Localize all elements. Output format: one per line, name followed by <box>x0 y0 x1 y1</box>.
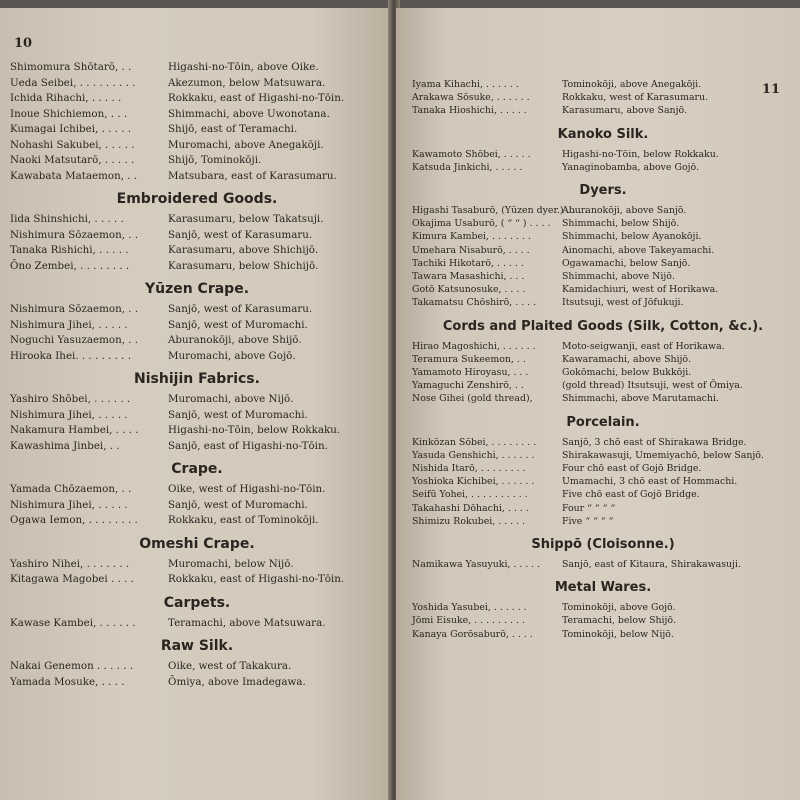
merchant-address: Five “ “ “ “ <box>562 515 614 527</box>
merchant-name: Ueda Seibei, . . . . . . . . . <box>10 76 136 89</box>
section-heading: Embroidered Goods. <box>116 191 278 207</box>
directory-entry <box>10 138 384 154</box>
merchant-name: Katsuda Jinkichi, . . . . . <box>412 161 523 173</box>
directory-section <box>412 537 794 571</box>
merchant-address: Akezumon, below Matsuwara. <box>168 76 326 89</box>
section-heading: Shippō (Cloisonne.) <box>531 537 675 553</box>
merchant-address: Oike, west of Higashi-no-Tōin. <box>168 483 326 495</box>
merchant-name: Nishimura Jihei, . . . . . <box>10 318 128 331</box>
directory-entry <box>412 462 794 475</box>
merchant-address: Shijō, east of Teramachi. <box>168 123 298 135</box>
directory-entry <box>412 257 794 270</box>
directory-entry <box>10 122 384 138</box>
directory-entry <box>10 60 384 76</box>
merchant-name: Jōmi Eisuke, . . . . . . . . . <box>412 615 525 627</box>
merchant-name: Gotō Katsunosuke, . . . . <box>412 284 526 296</box>
merchant-address: Karasumaru, above Sanjō. <box>562 105 688 117</box>
merchant-address: Oike, west of Takakura. <box>168 660 292 672</box>
merchant-address: Yanaginobamba, above Gojō. <box>562 161 700 173</box>
directory-entry <box>10 333 384 349</box>
directory-entry <box>412 436 794 449</box>
merchant-address: Shimmachi, above Uwonotana. <box>168 107 330 120</box>
directory-entry <box>412 515 794 528</box>
merchant-address: Aburanokōji, above Sanjō. <box>562 205 687 217</box>
left-page <box>0 8 392 800</box>
merchant-name: Yasuda Genshichi, . . . . . . <box>412 449 535 461</box>
merchant-address: Shimmachi, above Marutamachi. <box>562 393 719 405</box>
merchant-address: Aburanokōji, above Shijō. <box>168 334 302 346</box>
directory-entry <box>10 349 384 365</box>
merchant-name: Yamaguchi Zenshirō, . . <box>412 380 524 392</box>
merchant-name: Inoue Shichiemon, . . . <box>10 107 128 120</box>
directory-entry <box>412 558 794 571</box>
directory-entry <box>10 169 384 185</box>
merchant-name: Ogawa Iemon, . . . . . . . . <box>10 514 138 526</box>
merchant-address: Muromachi, below Nijō. <box>168 557 294 570</box>
merchant-address: Tominokōji, above Gojō. <box>562 602 676 614</box>
section-heading: Carpets. <box>163 594 231 611</box>
section-heading: Crape. <box>171 461 223 477</box>
merchant-name: Nishimura Sōzaemon, . . <box>10 228 139 241</box>
merchant-address: Higashi-no-Tōin, above Oike. <box>168 61 319 73</box>
merchant-address: Shimmachi, below Ayanokōji. <box>562 231 702 243</box>
merchant-name: Noguchi Yasuzaemon, . . <box>10 334 139 346</box>
merchant-name: Teramura Sukeemon, . . <box>412 353 526 365</box>
section-heading: Nishijin Fabrics. <box>134 371 260 387</box>
directory-entry <box>412 628 794 641</box>
merchant-address: Sanjō, east of Kitaura, Shirakawasuji. <box>562 559 741 571</box>
directory-entry <box>412 502 794 515</box>
merchant-name: Tachiki Hikotarō, . . . . . <box>412 257 524 269</box>
directory-entry <box>412 392 794 405</box>
merchant-name: Seifū Yohei, . . . . . . . . . . <box>412 489 528 501</box>
merchant-name: Higashi Tasaburō, (Yūzen dyer.) . . . . <box>412 205 588 217</box>
merchant-address: Rokkaku, east of Tominokōji. <box>168 514 319 526</box>
merchant-address: Sanjō, west of Karasumaru. <box>168 303 313 315</box>
merchant-name: Tanaka Hioshichi, . . . . . <box>412 105 527 117</box>
section-heading: Metal Wares. <box>554 580 652 596</box>
directory-section <box>10 60 384 184</box>
merchant-address: Rokkaku, west of Karasumaru. <box>562 92 709 104</box>
section-heading: Porcelain. <box>566 414 640 430</box>
directory-entry <box>10 76 384 92</box>
directory-entry <box>412 475 794 488</box>
merchant-address: Moto-seigwanji, east of Horikawa. <box>562 340 725 352</box>
merchant-address: Higashi-no-Tōin, below Rokkaku. <box>168 424 341 436</box>
directory-entry <box>412 204 794 217</box>
directory-section <box>10 638 384 690</box>
merchant-address: Four chō east of Gojō Bridge. <box>562 463 702 475</box>
directory-entry <box>10 572 384 588</box>
directory-entry <box>10 482 384 498</box>
merchant-address: Kawaramachi, above Shijō. <box>562 353 692 365</box>
directory-entry <box>412 91 794 104</box>
merchant-name: Yamamoto Hiroyasu, . . . <box>412 367 529 379</box>
merchant-name: Nose Gihei (gold thread), <box>412 393 533 405</box>
directory-entry <box>10 392 384 408</box>
directory-entry <box>412 161 794 174</box>
directory-entry <box>412 353 794 366</box>
merchant-address: Umamachi, 3 chō east of Hommachi. <box>562 476 738 488</box>
merchant-name: Okajima Usaburō, ( “ “ ) . . . . <box>412 218 551 230</box>
directory-entry <box>10 616 384 632</box>
directory-entry <box>412 217 794 230</box>
merchant-name: Yamada Mosuke, . . . . <box>10 675 125 688</box>
merchant-address: Tominokōji, above Anegakōji. <box>562 79 702 90</box>
directory-section <box>10 536 384 588</box>
merchant-address: Matsubara, east of Karasumaru. <box>168 169 337 182</box>
merchant-address: Five chō east of Gojō Bridge. <box>562 489 700 501</box>
directory-entry <box>10 228 384 244</box>
merchant-address: Karasumaru, above Shichijō. <box>168 244 319 256</box>
directory-entry <box>10 498 384 514</box>
merchant-name: Iida Shinshichi, . . . . . <box>10 213 124 225</box>
right-page-content <box>412 78 794 641</box>
merchant-name: Nishimura Jihei, . . . . . <box>10 408 128 421</box>
merchant-name: Nakamura Hambei, . . . . <box>10 424 139 436</box>
directory-section <box>412 415 794 528</box>
directory-entry <box>10 675 384 691</box>
section-heading: Raw Silk. <box>160 638 234 654</box>
merchant-name: Kumagai Ichibei, . . . . . <box>10 123 132 135</box>
merchant-address: Rokkaku, east of Higashi-no-Tōin. <box>168 573 345 585</box>
directory-entry <box>412 104 794 117</box>
merchant-name: Iyama Kihachi, . . . . . . <box>412 79 519 90</box>
section-heading: Kanoko Silk. <box>557 126 649 142</box>
page-number: 11 <box>761 82 780 97</box>
merchant-address: Tominokōji, below Nijō. <box>562 628 674 640</box>
merchant-address: Sanjō, 3 chō east of Shirakawa Bridge. <box>562 436 747 448</box>
merchant-name: Kimura Kambei, . . . . . . . <box>412 231 531 243</box>
merchant-address: Kamidachiuri, west of Horikawa. <box>562 284 719 296</box>
directory-entry <box>10 91 384 107</box>
merchant-name: Nohashi Sakubei, . . . . . <box>10 138 135 151</box>
merchant-name: Tanaka Rishichi, . . . . . <box>10 244 129 256</box>
merchant-name: Naoki Matsutarō, . . . . . <box>10 154 135 166</box>
merchant-address: Gokōmachi, below Bukkōji. <box>562 367 692 379</box>
merchant-name: Takamatsu Chōshirō, . . . . <box>412 297 537 309</box>
directory-entry <box>412 488 794 501</box>
merchant-address: Ōmiya, above Imadegawa. <box>168 675 306 688</box>
section-heading: Cords and Plaited Goods (Silk, Cotton, &c.). <box>442 318 764 334</box>
merchant-name: Namikawa Yasuyuki, . . . . . <box>412 559 541 571</box>
merchant-address: Sanjō, west of Karasumaru. <box>168 228 313 241</box>
merchant-address: Karasumaru, below Shichijō. <box>168 259 319 272</box>
merchant-name: Yoshida Yasubei, . . . . . . <box>412 602 527 614</box>
directory-entry <box>10 318 384 334</box>
merchant-name: Shimizu Rokubei, . . . . . <box>412 515 526 527</box>
merchant-name: Nishimura Jihei, . . . . . <box>10 498 128 511</box>
merchant-address: Shijō, Tominokōji. <box>168 154 262 166</box>
directory-entry <box>412 78 794 91</box>
merchant-name: Tawara Masashichi, . . . <box>412 271 525 283</box>
merchant-name: Kawashima Jinbei, . . <box>10 439 120 452</box>
directory-entry <box>412 148 794 161</box>
merchant-address: Ogawamachi, below Sanjō. <box>562 257 691 269</box>
directory-entry <box>10 153 384 169</box>
merchant-address: Shirakawasuji, Umemiyachō, below Sanjō. <box>562 449 764 461</box>
directory-entry <box>10 659 384 675</box>
merchant-address: (gold thread) Itsutsuji, west of Ōmiya. <box>562 380 743 392</box>
directory-section <box>412 183 794 310</box>
merchant-name: Kitagawa Magobei . . . . <box>10 573 134 585</box>
merchant-name: Ōno Zembei, . . . . . . . . <box>10 259 130 272</box>
directory-section <box>10 595 384 632</box>
merchant-name: Kanaya Gorōsaburō, . . . . <box>412 628 533 640</box>
merchant-address: Four “ “ “ “ <box>562 502 616 514</box>
merchant-address: Itsutsuji, west of Jōfukuji. <box>562 297 684 309</box>
merchant-name: Nakai Genemon . . . . . . <box>10 660 134 672</box>
merchant-name: Takahashi Dōhachi, . . . . <box>412 502 529 514</box>
directory-entry <box>10 302 384 318</box>
merchant-name: Hirao Magoshichi, . . . . . . <box>412 340 536 352</box>
section-heading: Omeshi Crape. <box>139 535 255 552</box>
merchant-name: Arakawa Sōsuke, . . . . . . <box>412 92 530 104</box>
directory-entry <box>412 601 794 614</box>
merchant-name: Kawamoto Shōbei, . . . . . <box>412 148 531 160</box>
merchant-name: Ichida Rihachi, . . . . . <box>10 92 122 104</box>
merchant-name: Umehara Nisaburō, . . . . <box>412 244 530 256</box>
directory-entry <box>412 270 794 283</box>
directory-entry <box>412 283 794 296</box>
merchant-address: Sanjō, west of Muromachi. <box>168 408 308 421</box>
merchant-address: Sanjō, east of Higashi-no-Tōin. <box>168 439 328 452</box>
merchant-address: Muromachi, above Gojō. <box>168 349 296 362</box>
merchant-name: Hirooka Ihei. . . . . . . . . <box>10 349 131 362</box>
directory-entry <box>412 379 794 392</box>
directory-entry <box>10 212 384 228</box>
directory-entry <box>10 408 384 424</box>
directory-section <box>10 191 384 274</box>
directory-section <box>412 580 794 641</box>
section-heading: Dyers. <box>579 183 627 199</box>
directory-entry <box>10 259 384 275</box>
merchant-address: Higashi-no-Tōin, below Rokkaku. <box>562 148 719 160</box>
merchant-address: Muromachi, above Nijō. <box>168 393 294 405</box>
merchant-address: Teramachi, below Shijō. <box>562 615 677 627</box>
directory-entry <box>412 244 794 257</box>
merchant-name: Shimomura Shōtarō, . . <box>10 61 132 73</box>
directory-entry <box>10 107 384 123</box>
merchant-address: Shimmachi, above Nijō. <box>562 271 675 283</box>
directory-entry <box>10 439 384 455</box>
merchant-name: Kawabata Mataemon, . . <box>10 169 138 182</box>
merchant-address: Shimmachi, below Shijō. <box>562 218 680 230</box>
directory-section <box>412 127 794 174</box>
directory-entry <box>412 230 794 243</box>
directory-section <box>10 371 384 454</box>
merchant-name: Yoshioka Kichibei, . . . . . . <box>412 476 535 488</box>
merchant-name: Nishida Itarō, . . . . . . . . <box>412 463 526 475</box>
page-number: 10 <box>14 36 33 51</box>
directory-section <box>412 319 794 406</box>
directory-entry <box>10 423 384 439</box>
left-page-content <box>10 60 384 690</box>
merchant-address: Sanjō, west of Muromachi. <box>168 318 308 331</box>
directory-entry <box>412 340 794 353</box>
merchant-name: Yashiro Shōbei, . . . . . . <box>10 393 131 405</box>
merchant-name: Kinkōzan Sōbei, . . . . . . . . <box>412 436 537 448</box>
section-heading: Yūzen Crape. <box>144 281 250 297</box>
directory-entry <box>412 449 794 462</box>
merchant-address: Rokkaku, east of Higashi-no-Tōin. <box>168 92 345 104</box>
merchant-address: Sanjō, west of Muromachi. <box>168 498 308 511</box>
merchant-name: Yamada Chōzaemon, . . <box>10 483 132 495</box>
merchant-address: Karasumaru, below Takatsuji. <box>168 213 324 225</box>
merchant-name: Kawase Kambei, . . . . . . <box>10 616 136 629</box>
merchant-address: Teramachi, above Matsuwara. <box>168 616 326 629</box>
merchant-address: Ainomachi, above Takeyamachi. <box>562 244 715 256</box>
directory-section <box>10 281 384 364</box>
directory-entry <box>412 366 794 379</box>
directory-entry <box>412 296 794 309</box>
directory-section <box>412 78 794 118</box>
directory-section <box>10 461 384 529</box>
merchant-name: Nishimura Sōzaemon, . . <box>10 303 139 315</box>
merchant-name: Yashiro Nihei, . . . . . . . <box>10 557 130 570</box>
directory-entry <box>10 243 384 259</box>
directory-entry <box>10 513 384 529</box>
directory-entry <box>10 557 384 573</box>
right-page <box>396 8 800 800</box>
directory-entry <box>412 614 794 627</box>
merchant-address: Muromachi, above Anegakōji. <box>168 138 324 151</box>
